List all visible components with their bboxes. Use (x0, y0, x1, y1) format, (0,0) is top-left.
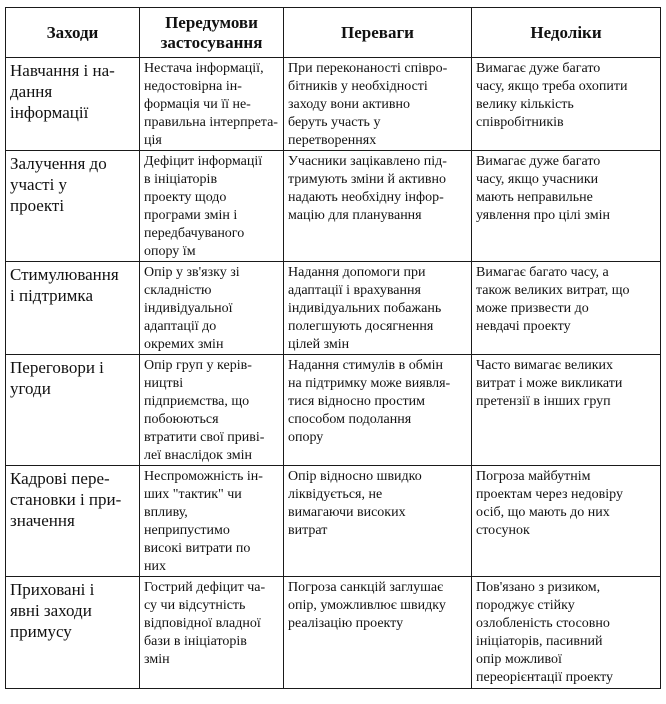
measure-cell: Переговори і угоди (6, 355, 140, 466)
measures-table (5, 7, 661, 689)
table-row (6, 355, 661, 466)
table-header-row (6, 8, 661, 58)
advantages-cell: Погроза санкцій заглушає опір, уможливлює швидку реалізацію проекту (284, 577, 472, 689)
measure-cell: Залучення до участі у проекті (6, 151, 140, 262)
advantages-cell: Опір відносно швидко ліквідується, не вимагаючи високих витрат (284, 466, 472, 577)
prerequisites-cell: Неспроможність ін- ших "тактик" чи впливу, неприпустимо високі витрати по них (140, 466, 284, 577)
prerequisites-cell: Опір груп у керів- ництві підприємства, що побоюються втратити свої приві- леї внаслідок змін (140, 355, 284, 466)
disadvantages-cell: Часто вимагає великих витрат і може викликати претензії в інших груп (472, 355, 661, 466)
advantages-cell: Надання стимулів в обмін на підтримку може виявля- тися відносно простим способом подолання опору (284, 355, 472, 466)
header-measures: Заходи (6, 8, 140, 58)
advantages-cell: Учасники зацікавлено під- тримують зміни й активно надають необхідну інфор- мацію для планування (284, 151, 472, 262)
table-row (6, 151, 661, 262)
header-prerequisites: Передумови застосування (140, 8, 284, 58)
table-row (6, 58, 661, 151)
header-disadvantages: Недоліки (472, 8, 661, 58)
prerequisites-cell: Гострий дефіцит ча- су чи відсутність відповідної владної бази в ініціаторів змін (140, 577, 284, 689)
measure-cell: Приховані і явні заходи примусу (6, 577, 140, 689)
prerequisites-cell: Дефіцит інформації в ініціаторів проекту щодо програми змін і передбачуваного опору їм (140, 151, 284, 262)
disadvantages-cell: Вимагає дуже багато часу, якщо учасники мають неправильне уявлення про цілі змін (472, 151, 661, 262)
advantages-cell: При переконаності співро- бітників у необхідності заходу вони активно беруть участь у перетвореннях (284, 58, 472, 151)
disadvantages-cell: Вимагає багато часу, а також великих витрат, що може призвести до невдачі проекту (472, 262, 661, 355)
table-row (6, 466, 661, 577)
disadvantages-cell: Вимагає дуже багато часу, якщо треба охопити велику кількість співробітників (472, 58, 661, 151)
prerequisites-cell: Опір у зв'язку зі складністю індивідуальної адаптації до окремих змін (140, 262, 284, 355)
disadvantages-cell: Пов'язано з ризиком, породжує стійку озлобленість стосовно ініціаторів, пасивний опір можливої переорієнтації проекту (472, 577, 661, 689)
measure-cell: Стимулювання і підтримка (6, 262, 140, 355)
measure-cell: Навчання і на- дання інформації (6, 58, 140, 151)
header-advantages: Переваги (284, 8, 472, 58)
disadvantages-cell: Погроза майбутнім проектам через недовіру осіб, що мають до них стосунок (472, 466, 661, 577)
table-row (6, 262, 661, 355)
table-row (6, 577, 661, 689)
advantages-cell: Надання допомоги при адаптації і врахування індивідуальних побажань полегшують досягнення цілей змін (284, 262, 472, 355)
measure-cell: Кадрові пере- становки і при- значення (6, 466, 140, 577)
prerequisites-cell: Нестача інформації, недостовірна ін- формація чи її не- правильна інтерпрета- ція (140, 58, 284, 151)
